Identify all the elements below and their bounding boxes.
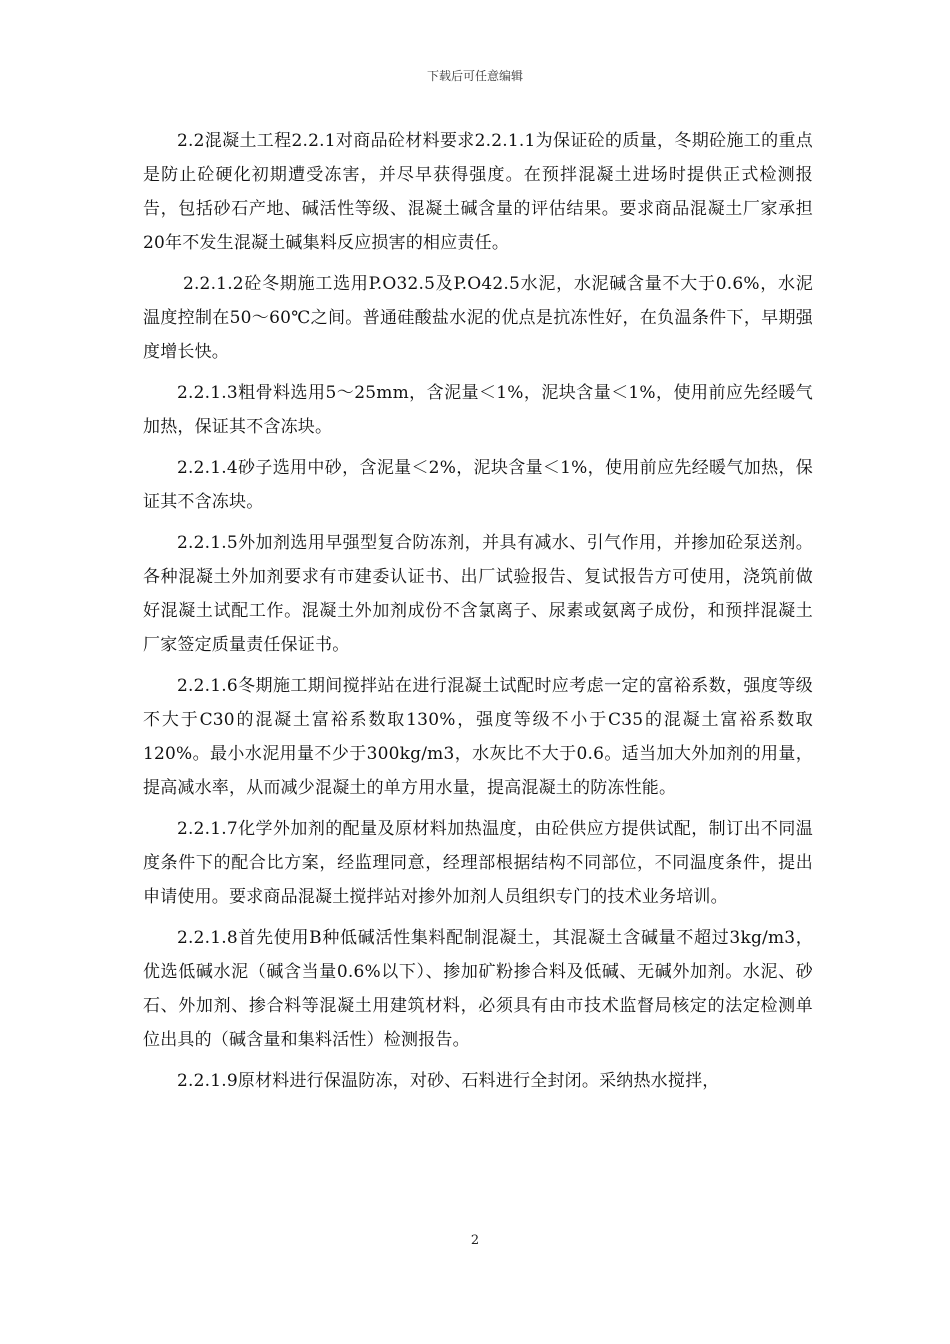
page-header-note: 下载后可任意编辑 <box>426 69 523 83</box>
paragraph-2-2-1-7-chemical-admixture: 2.2.1.7化学外加剂的配量及原材料加热温度，由砼供应方提供试配，制订出不同温度条件下的配合比方案，经监理同意，经理部根据结构不同部位，不同温度条件，提出申请使用。要求商品混凝土搅拌站对掺外加剂人员组织专门的技术业务培训。 <box>143 819 813 907</box>
paragraph-2-2-1-2-cement: 2.2.1.2砼冬期施工选用P.O32.5及P.O42.5水泥，水泥碱含量不大于0.6%，水泥温度控制在50～60℃之间。普通硅酸盐水泥的优点是抗冻性好，在负温条件下，早期强度增长快。 <box>143 274 813 362</box>
paragraph-2-2-1-9-insulation: 2.2.1.9原材料进行保温防冻，对砂、石料进行全封闭。采纳热水搅拌， <box>177 1071 720 1091</box>
paragraph-2-2-1-3-coarse-aggregate: 2.2.1.3粗骨料选用5～25mm，含泥量＜1%，泥块含量＜1%，使用前应先经暖气加热，保证其不含冻块。 <box>143 383 813 437</box>
paragraph-2-2-concrete-requirements: 2.2混凝土工程2.2.1对商品砼材料要求2.2.1.1为保证砼的质量，冬期砼施工的重点是防止砼硬化初期遭受冻害，并尽早获得强度。在预拌混凝土进场时提供正式检测报告，包括砂石产地、碱活性等级、混凝土碱含量的评估结果。要求商品混凝土厂家承担20年不发生混凝土碱集料反应损害的相应责任。 <box>143 131 813 253</box>
paragraph-2-2-1-8-low-alkali: 2.2.1.8首先使用B种低碱活性集料配制混凝土，其混凝土含碱量不超过3kg/m3，优选低碱水泥（碱含当量0.6%以下）、掺加矿粉掺合料及低碱、无碱外加剂。水泥、砂石、外加剂、掺合料等混凝土用建筑材料，必须具有由市技术监督局核定的法定检测单位出具的（碱含量和集料活性）检测报告。 <box>143 928 813 1050</box>
page-number: 2 <box>470 1233 480 1248</box>
paragraph-2-2-1-4-sand: 2.2.1.4砂子选用中砂，含泥量＜2%，泥块含量＜1%，使用前应先经暖气加热，保证其不含冻块。 <box>143 458 813 512</box>
paragraph-2-2-1-6-mix-design: 2.2.1.6冬期施工期间搅拌站在进行混凝土试配时应考虑一定的富裕系数，强度等级不大于C30的混凝土富裕系数取130%，强度等级不小于C35的混凝土富裕系数取120%。最小水泥用量不少于300kg/m3，水灰比不大于0.6。适当加大外加剂的用量，提高减水率，从而减少混凝土的单方用水量，提高混凝土的防冻性能。 <box>143 676 813 798</box>
document-body <box>143 124 813 1105</box>
paragraph-2-2-1-5-admixture: 2.2.1.5外加剂选用早强型复合防冻剂，并具有减水、引气作用，并掺加砼泵送剂。各种混凝土外加剂要求有市建委认证书、出厂试验报告、复试报告方可使用，浇筑前做好混凝土试配工作。混凝土外加剂成份不含氯离子、尿素或氨离子成份，和预拌混凝土厂家签定质量责任保证书。 <box>143 533 813 655</box>
